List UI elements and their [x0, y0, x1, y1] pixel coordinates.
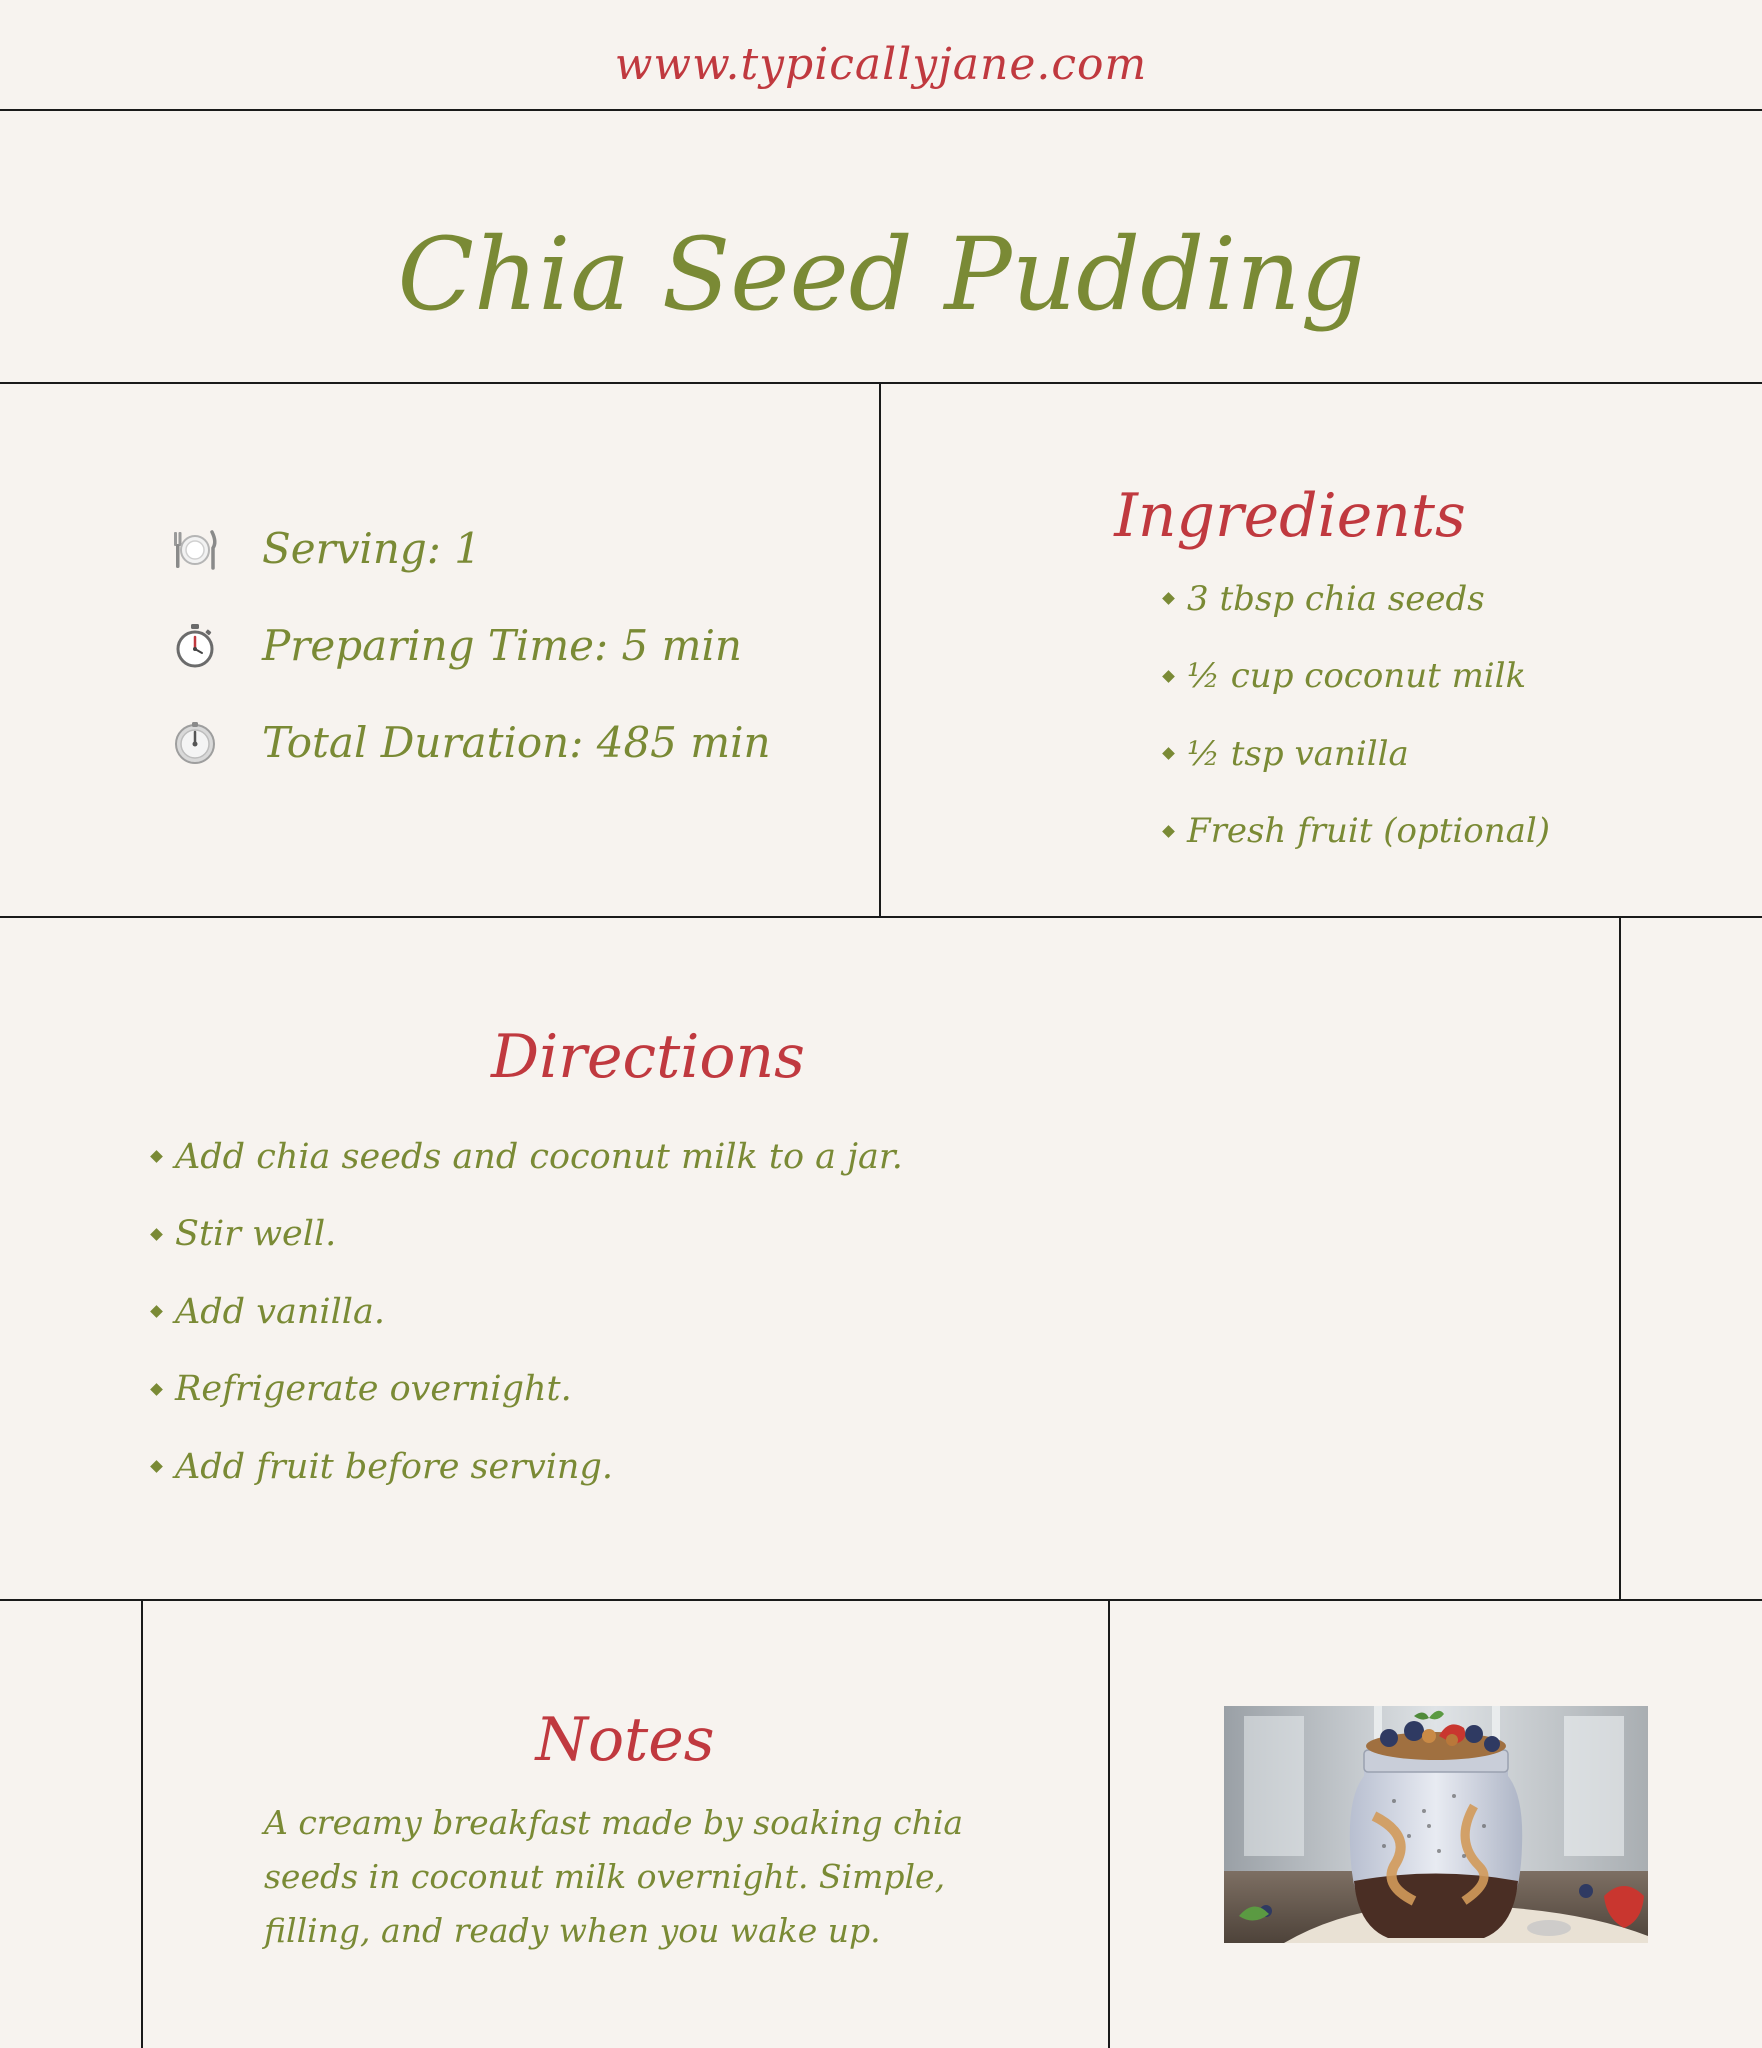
notes-body: A creamy breakfast made by soaking chia seeds in coconut milk overnight. Simple, filling, and ready when you wake up.	[264, 1803, 964, 1950]
meta-prep-time	[170, 597, 850, 694]
meta-serving-text: Serving: 1	[262, 524, 482, 573]
direction-step: Add fruit before serving.	[148, 1428, 903, 1506]
chia-pudding-photo	[1224, 1706, 1648, 1943]
direction-step: Add chia seeds and coconut milk to a jar.	[148, 1118, 903, 1196]
bullet-icon	[150, 1383, 163, 1396]
divider-info-column	[879, 383, 881, 917]
ingredients-list	[1160, 560, 1550, 870]
bullet-icon	[1162, 670, 1175, 683]
bullet-icon	[150, 1150, 163, 1163]
divider-info	[0, 916, 1762, 918]
meta-serving	[170, 500, 850, 597]
direction-step: Refrigerate overnight.	[148, 1351, 903, 1429]
ingredients-title: Ingredients	[1114, 481, 1466, 551]
plate-cutlery-icon	[170, 524, 220, 574]
notes-title: Notes	[535, 1705, 715, 1775]
divider-directions	[0, 1599, 1762, 1601]
ingredient-item: Fresh fruit (optional)	[1160, 793, 1550, 871]
divider-notes-right	[1108, 1600, 1110, 2048]
bullet-icon	[1162, 825, 1175, 838]
direction-step: Stir well.	[148, 1196, 903, 1274]
bullet-icon	[150, 1305, 163, 1318]
meta-total-duration	[170, 694, 850, 791]
directions-list	[148, 1118, 903, 1506]
meta-prep-time-text: Preparing Time: 5 min	[262, 621, 742, 670]
ingredient-item: ½ tsp vanilla	[1160, 715, 1550, 793]
bullet-icon	[150, 1460, 163, 1473]
divider-directions-right	[1619, 917, 1621, 1600]
bullet-icon	[150, 1228, 163, 1241]
ingredient-item: 3 tbsp chia seeds	[1160, 560, 1550, 638]
page-title: Chia Seed Pudding	[397, 216, 1365, 333]
meta-total-duration-text: Total Duration: 485 min	[262, 718, 771, 767]
chia-pudding-jar-photo	[1224, 1706, 1648, 1943]
bullet-icon	[1162, 747, 1175, 760]
site-url[interactable]: www.typicallyjane.com	[614, 39, 1148, 90]
direction-step: Add vanilla.	[148, 1273, 903, 1351]
divider-title	[0, 382, 1762, 384]
timer-icon	[170, 718, 220, 768]
directions-title: Directions	[491, 1022, 805, 1092]
bullet-icon	[1162, 592, 1175, 605]
divider-notes-left	[141, 1600, 143, 2048]
ingredient-item: ½ cup coconut milk	[1160, 638, 1550, 716]
recipe-meta	[170, 500, 850, 791]
divider-header	[0, 109, 1762, 111]
stopwatch-icon	[170, 621, 220, 671]
